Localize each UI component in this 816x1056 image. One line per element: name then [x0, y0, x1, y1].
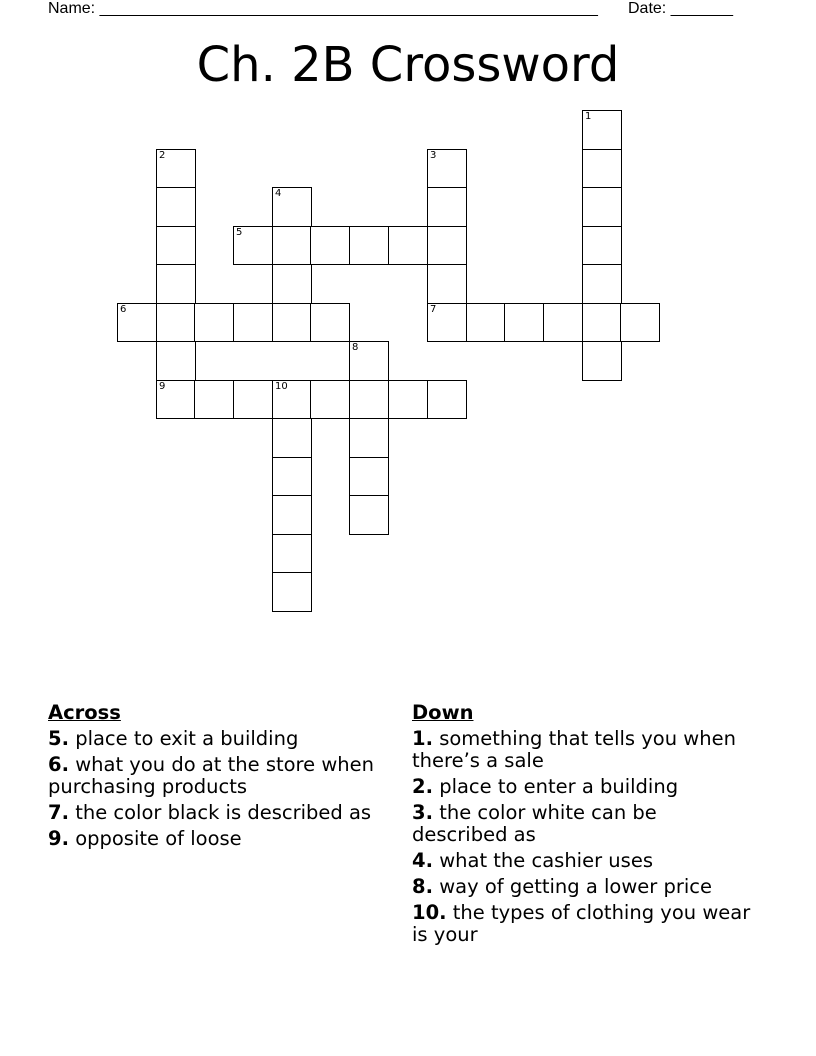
grid-cell[interactable]: [194, 380, 234, 420]
grid-cell[interactable]: [310, 226, 350, 266]
grid-cell[interactable]: [349, 380, 389, 420]
across-heading: Across: [48, 701, 121, 724]
across-clues: [48, 702, 378, 854]
clue-number: 2: [159, 149, 166, 161]
grid-cell[interactable]: [156, 226, 196, 266]
grid-cell[interactable]: [582, 187, 622, 227]
down-heading: Down: [412, 701, 474, 724]
grid-cell[interactable]: [194, 303, 234, 343]
grid-cell[interactable]: [582, 110, 622, 150]
grid-cell[interactable]: [427, 303, 467, 343]
grid-cell[interactable]: [156, 341, 196, 381]
page-title: Ch. 2B Crossword: [196, 37, 620, 93]
clue-number: 6.: [48, 753, 69, 776]
clue-number: 8: [352, 342, 359, 353]
grid-cell[interactable]: [349, 341, 389, 381]
grid-cell[interactable]: [156, 380, 196, 420]
grid-cell[interactable]: [427, 264, 467, 304]
grid-cell[interactable]: [272, 457, 312, 497]
clue-text: something that tells you when there’s a sale: [412, 727, 736, 772]
clue-number: 4: [275, 188, 282, 199]
clue-item: [412, 728, 752, 772]
grid-cell[interactable]: [427, 380, 467, 420]
clue-number: 5: [236, 226, 243, 238]
clue-text: the color white can be described as: [412, 801, 657, 846]
grid-cell[interactable]: [582, 264, 622, 304]
clue-number: 3.: [412, 801, 433, 824]
down-clues: [412, 702, 752, 950]
grid-cell[interactable]: [272, 534, 312, 574]
clue-text: place to enter a building: [439, 775, 679, 798]
clue-text: way of getting a lower price: [439, 875, 713, 898]
grid-cell[interactable]: [156, 149, 196, 189]
grid-cell[interactable]: [582, 341, 622, 381]
grid-cell[interactable]: [504, 303, 544, 343]
grid-cell[interactable]: [582, 226, 622, 266]
clue-text: the color black is described as: [75, 801, 372, 824]
grid-cell[interactable]: [272, 226, 312, 266]
clue-item: [412, 802, 752, 846]
grid-cell[interactable]: [427, 226, 467, 266]
grid-cell[interactable]: [310, 303, 350, 343]
clue-number: 1.: [412, 727, 433, 750]
grid-cell[interactable]: [427, 149, 467, 189]
clue-item: [48, 728, 378, 750]
grid-cell[interactable]: [272, 380, 312, 420]
grid-cell[interactable]: [156, 264, 196, 304]
grid-cell[interactable]: [272, 187, 312, 227]
clue-item: [412, 850, 752, 872]
clue-number: 9.: [48, 827, 69, 850]
grid-cell[interactable]: [349, 457, 389, 497]
clue-text: what you do at the store when purchasing products: [48, 753, 375, 798]
clue-item: [412, 776, 752, 798]
clue-number: 7.: [48, 801, 69, 824]
clue-number: 3: [430, 149, 437, 161]
clue-item: [48, 802, 378, 824]
clue-item: [48, 754, 378, 798]
name-field: Name: ________________________________________________________: [48, 0, 598, 17]
grid-cell[interactable]: [156, 187, 196, 227]
clue-number: 2.: [412, 775, 433, 798]
clue-number: 5.: [48, 727, 69, 750]
clue-number: 10.: [412, 901, 447, 924]
grid-cell[interactable]: [349, 226, 389, 266]
grid-cell[interactable]: [233, 303, 273, 343]
grid-cell[interactable]: [233, 226, 273, 266]
clue-text: opposite of loose: [75, 827, 242, 850]
grid-cell[interactable]: [582, 303, 622, 343]
grid-cell[interactable]: [620, 303, 660, 343]
grid-cell[interactable]: [388, 226, 428, 266]
grid-cell[interactable]: [272, 303, 312, 343]
clue-number: 8.: [412, 875, 433, 898]
grid-cell[interactable]: [582, 149, 622, 189]
grid-cell[interactable]: [543, 303, 583, 343]
clue-number: 6: [120, 303, 127, 315]
grid-cell[interactable]: [156, 303, 196, 343]
clue-text: place to exit a building: [75, 727, 299, 750]
clue-number: 10: [275, 380, 288, 392]
grid-cell[interactable]: [466, 303, 506, 343]
clue-item: [412, 902, 752, 946]
grid-cell[interactable]: [117, 303, 157, 343]
grid-cell[interactable]: [349, 418, 389, 458]
grid-cell[interactable]: [272, 495, 312, 535]
clue-text: the types of clothing you wear is your: [412, 901, 751, 946]
grid-cell[interactable]: [349, 495, 389, 535]
grid-cell[interactable]: [272, 418, 312, 458]
grid-cell[interactable]: [272, 572, 312, 612]
grid-cell[interactable]: [427, 187, 467, 227]
clue-number: 9: [159, 380, 166, 392]
date-field: Date: _______: [628, 0, 733, 17]
clue-number: 7: [430, 303, 437, 315]
clue-item: [48, 828, 378, 850]
grid-cell[interactable]: [310, 380, 350, 420]
grid-cell[interactable]: [233, 380, 273, 420]
grid-cell[interactable]: [388, 380, 428, 420]
clue-number: 1: [585, 111, 592, 122]
clue-text: what the cashier uses: [439, 849, 653, 872]
clue-number: 4.: [412, 849, 433, 872]
grid-cell[interactable]: [272, 264, 312, 304]
clue-item: [412, 876, 752, 898]
